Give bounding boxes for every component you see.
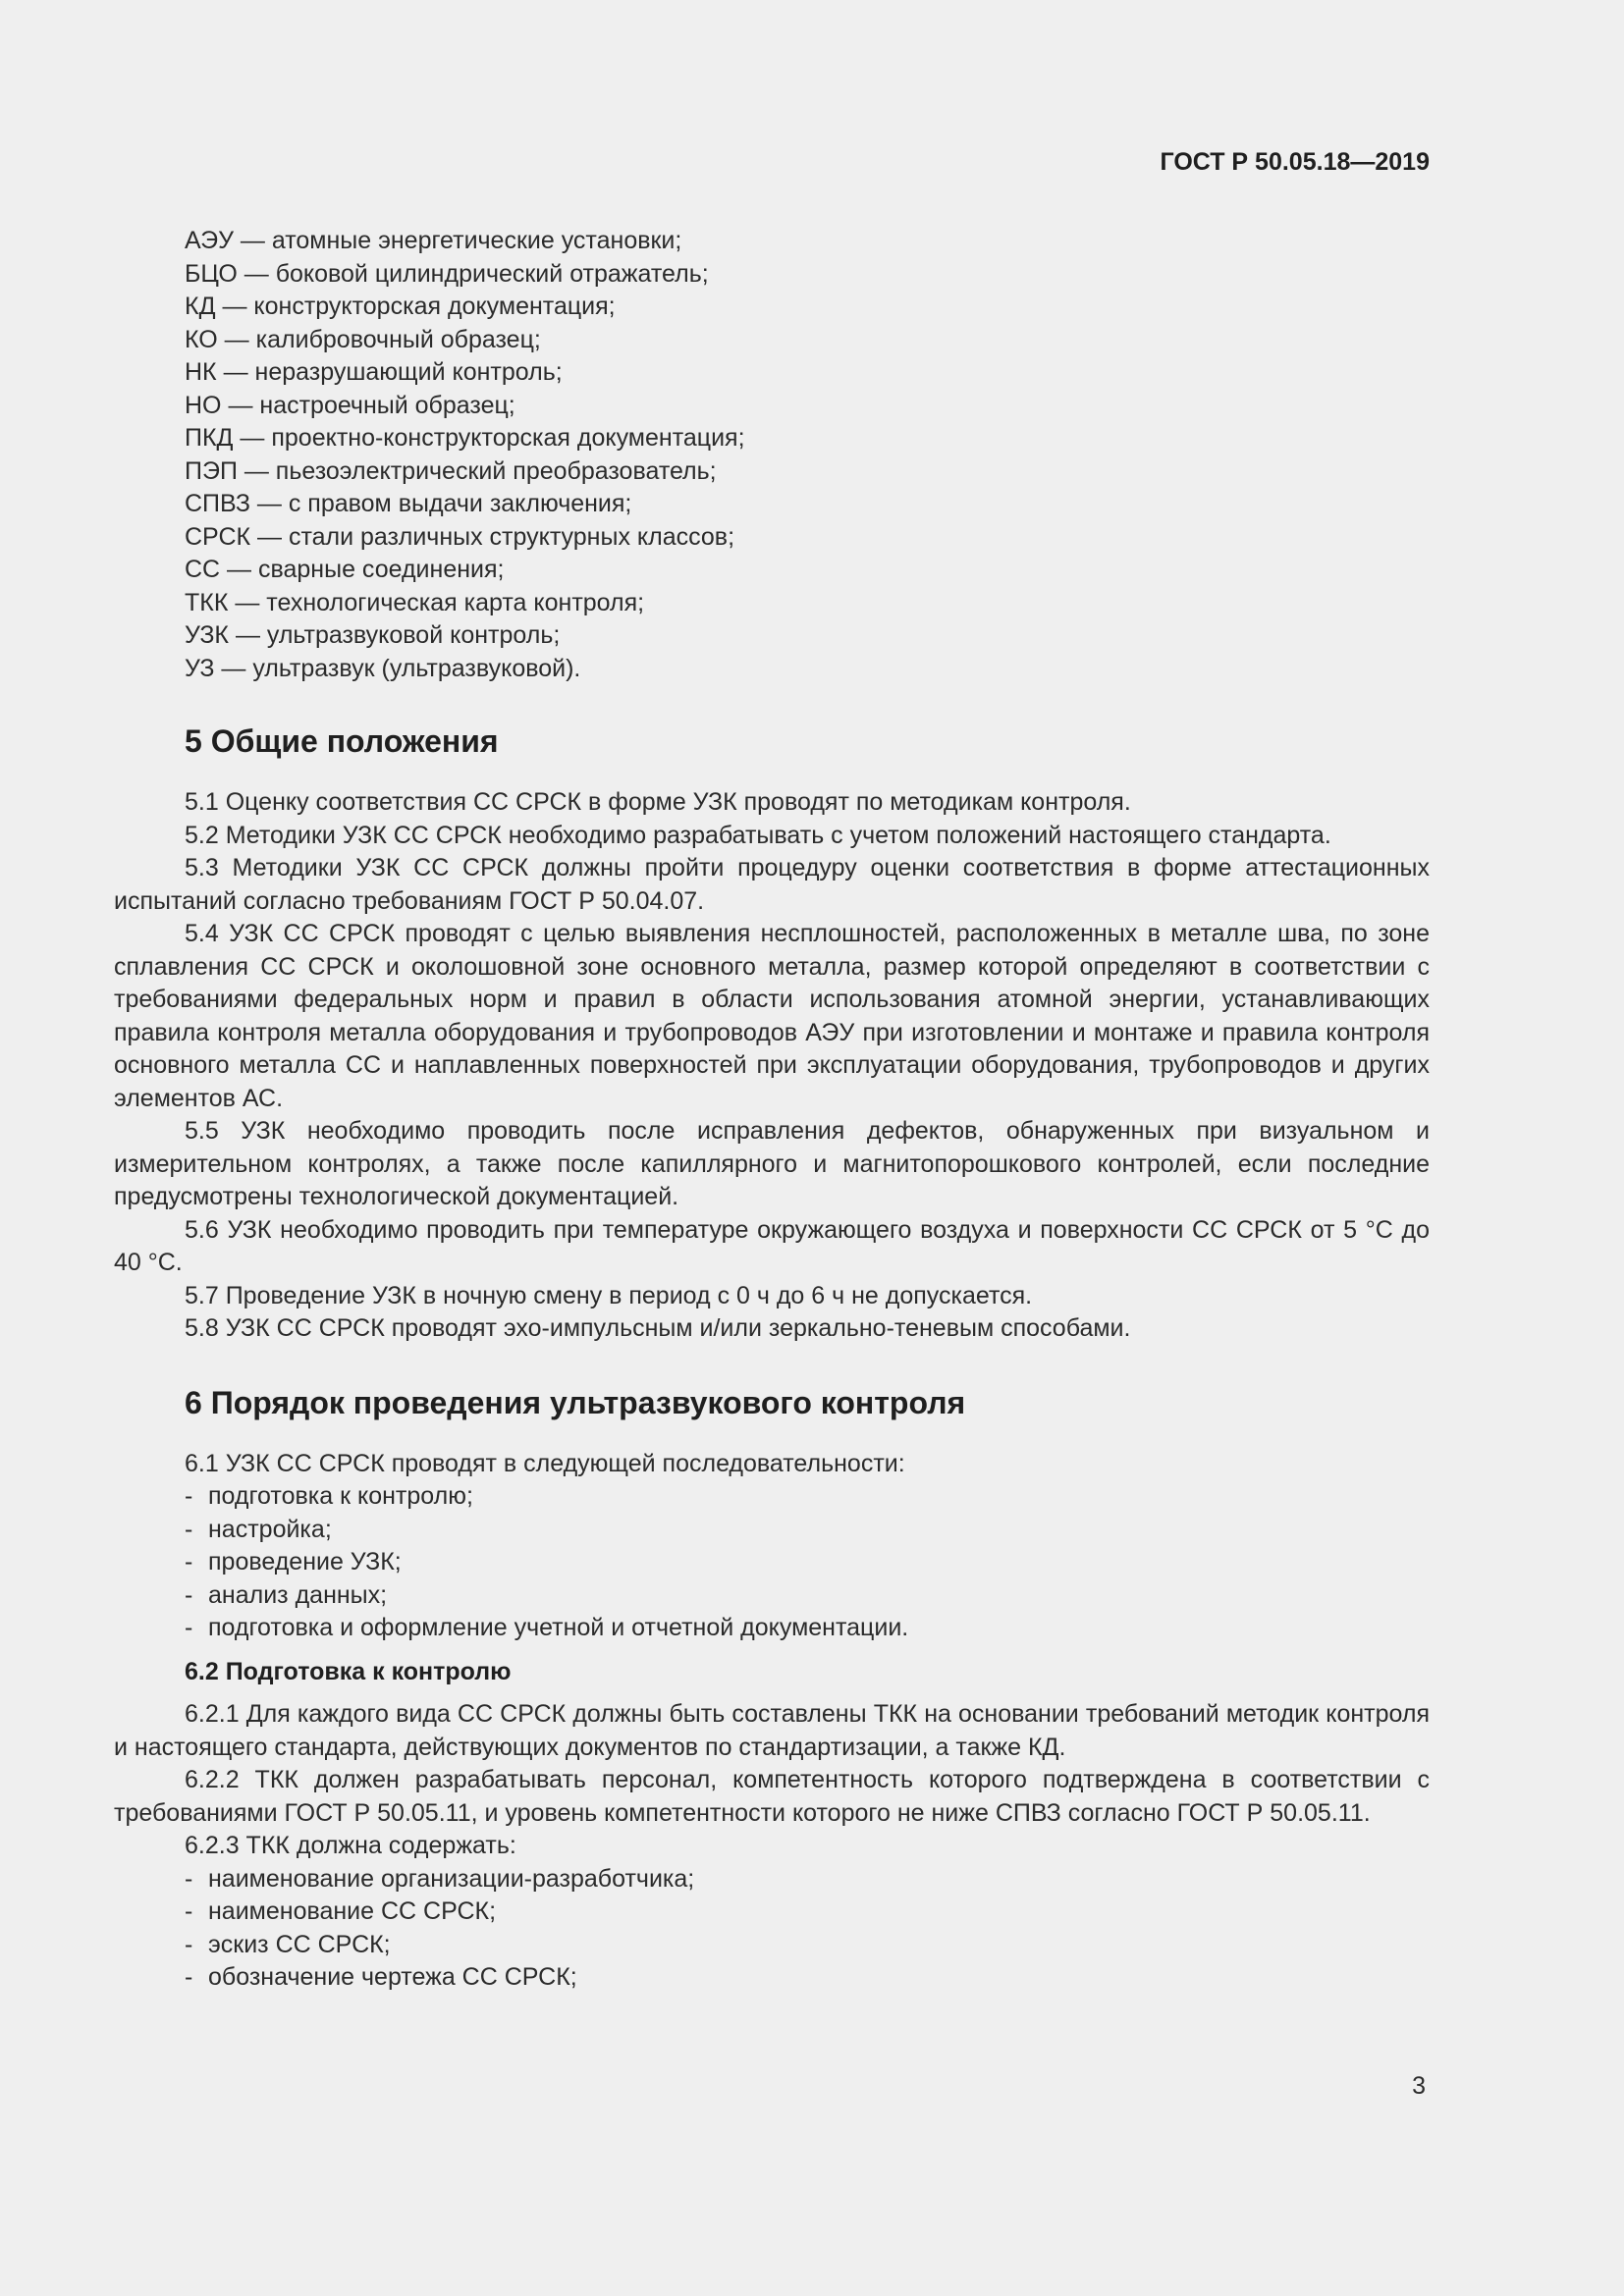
section-5-title: 5 Общие положения	[185, 723, 499, 759]
paragraph-5-6: 5.6 УЗК необходимо проводить при температуре окружающего воздуха и поверхности СС СРСК от 5 °С до 40 °С.	[114, 1215, 1430, 1276]
paragraph-5-8: 5.8 УЗК СС СРСК проводят эхо-импульсным и/или зеркально-теневым способами.	[185, 1314, 1131, 1342]
paragraph-5-3: 5.3 Методики УЗК СС СРСК должны пройти процедуру оценки соответствия в форме аттестационных испытаний согласно требованиям ГОСТ Р 50.04.07.	[114, 854, 1430, 915]
abbreviation-item: АЭУ — атомные энергетические установки;	[185, 227, 682, 254]
paragraph-5-4: 5.4 УЗК СС СРСК проводят с целью выявления несплошностей, расположенных в металле шва, по зоне сплавления СС СРСК и околошовной зоне основного металла, размер которой определяют в соответствии с требованиями федеральных норм и правил в области использования атомной энергии, устанавливающих правила контроля металла оборудования и трубопроводов АЭУ при изготовлении и монтаже и правила контроля основного металла СС и наплавленных поверхностей при эксплуатации оборудования, трубопроводов и других элементов АС.	[114, 920, 1430, 1112]
list-item	[114, 1612, 1430, 1645]
list-item	[114, 1961, 1430, 1995]
list-item-text: настройка;	[208, 1515, 332, 1543]
abbreviation-item: НК — неразрушающий контроль;	[185, 358, 563, 386]
page-number: 3	[1412, 2072, 1426, 2100]
abbreviation-item: ПКД — проектно-конструкторская документация;	[185, 424, 745, 452]
list-item-text: подготовка и оформление учетной и отчетной документации.	[208, 1614, 909, 1641]
list-item	[114, 1480, 1430, 1514]
list-item	[114, 1896, 1430, 1929]
abbreviations-list	[114, 225, 1430, 685]
paragraph-6-2-2: 6.2.2 ТКК должен разрабатывать персонал, компетентность которого подтверждена в соответствии с требованиями ГОСТ Р 50.05.11, и уровень компетентности которого не ниже СПВЗ согласно ГОСТ Р 50.05.11.	[114, 1766, 1430, 1827]
paragraph-6-2-3: 6.2.3 ТКК должна содержать:	[185, 1832, 516, 1859]
abbreviation-item: СС — сварные соединения;	[185, 556, 505, 583]
abbreviation-item: ТКК — технологическая карта контроля;	[185, 588, 645, 616]
list-item-text: подготовка к контролю;	[208, 1482, 473, 1510]
abbreviation-item: КО — калибровочный образец;	[185, 325, 541, 353]
list-item-text: наименование СС СРСК;	[208, 1897, 497, 1925]
subsection-6-2-title: 6.2 Подготовка к контролю	[185, 1657, 512, 1685]
list-item-text: проведение УЗК;	[208, 1548, 402, 1575]
abbreviation-item: ПЭП — пьезоэлектрический преобразователь;	[185, 456, 717, 485]
abbreviation-item: БЦО — боковой цилиндрический отражатель;	[185, 259, 709, 288]
abbreviation-item: УЗК — ультразвуковой контроль;	[185, 621, 561, 649]
list-item	[114, 1514, 1430, 1547]
list-item	[114, 1863, 1430, 1896]
paragraph-5-2: 5.2 Методики УЗК СС СРСК необходимо разрабатывать с учетом положений настоящего стандарта.	[185, 821, 1331, 849]
list-item-text: обозначение чертежа СС СРСК;	[208, 1963, 577, 1991]
abbreviation-item: КД — конструкторская документация;	[185, 293, 616, 320]
list-item	[114, 1579, 1430, 1613]
paragraph-5-7: 5.7 Проведение УЗК в ночную смену в период с 0 ч до 6 ч не допускается.	[185, 1281, 1033, 1309]
document-body	[114, 225, 1430, 1995]
abbreviation-item: УЗ — ультразвук (ультразвуковой).	[185, 654, 581, 682]
list-item	[114, 1929, 1430, 1962]
paragraph-6-1: 6.1 УЗК СС СРСК проводят в следующей последовательности:	[185, 1449, 905, 1477]
list-item-text: анализ данных;	[208, 1580, 388, 1609]
list-item-text: эскиз СС СРСК;	[208, 1930, 391, 1958]
paragraph-6-2-1: 6.2.1 Для каждого вида СС СРСК должны быть составлены ТКК на основании требований методик контроля и настоящего стандарта, действующих документов по стандартизации, а также КД.	[114, 1700, 1430, 1761]
list-item-text: наименование организации-разработчика;	[208, 1864, 695, 1893]
paragraph-5-5: 5.5 УЗК необходимо проводить после исправления дефектов, обнаруженных при визуальном и измерительном контролях, а также после капиллярного и магнитопорошкового контролей, если последние предусмотрены технологической документацией.	[114, 1117, 1430, 1210]
paragraph-5-1: 5.1 Оценку соответствия СС СРСК в форме УЗК проводят по методикам контроля.	[185, 788, 1131, 816]
tkk-contents-list	[114, 1863, 1430, 1995]
abbreviation-item: НО — настроечный образец;	[185, 391, 515, 419]
section-6-title: 6 Порядок проведения ультразвукового контроля	[185, 1384, 966, 1420]
document-number-header: ГОСТ Р 50.05.18—2019	[1160, 148, 1430, 176]
abbreviation-item: СПВЗ — с правом выдачи заключения;	[185, 490, 632, 517]
abbreviation-item: СРСК — стали различных структурных классов;	[185, 522, 735, 551]
control-sequence-list	[114, 1480, 1430, 1645]
list-item	[114, 1546, 1430, 1579]
